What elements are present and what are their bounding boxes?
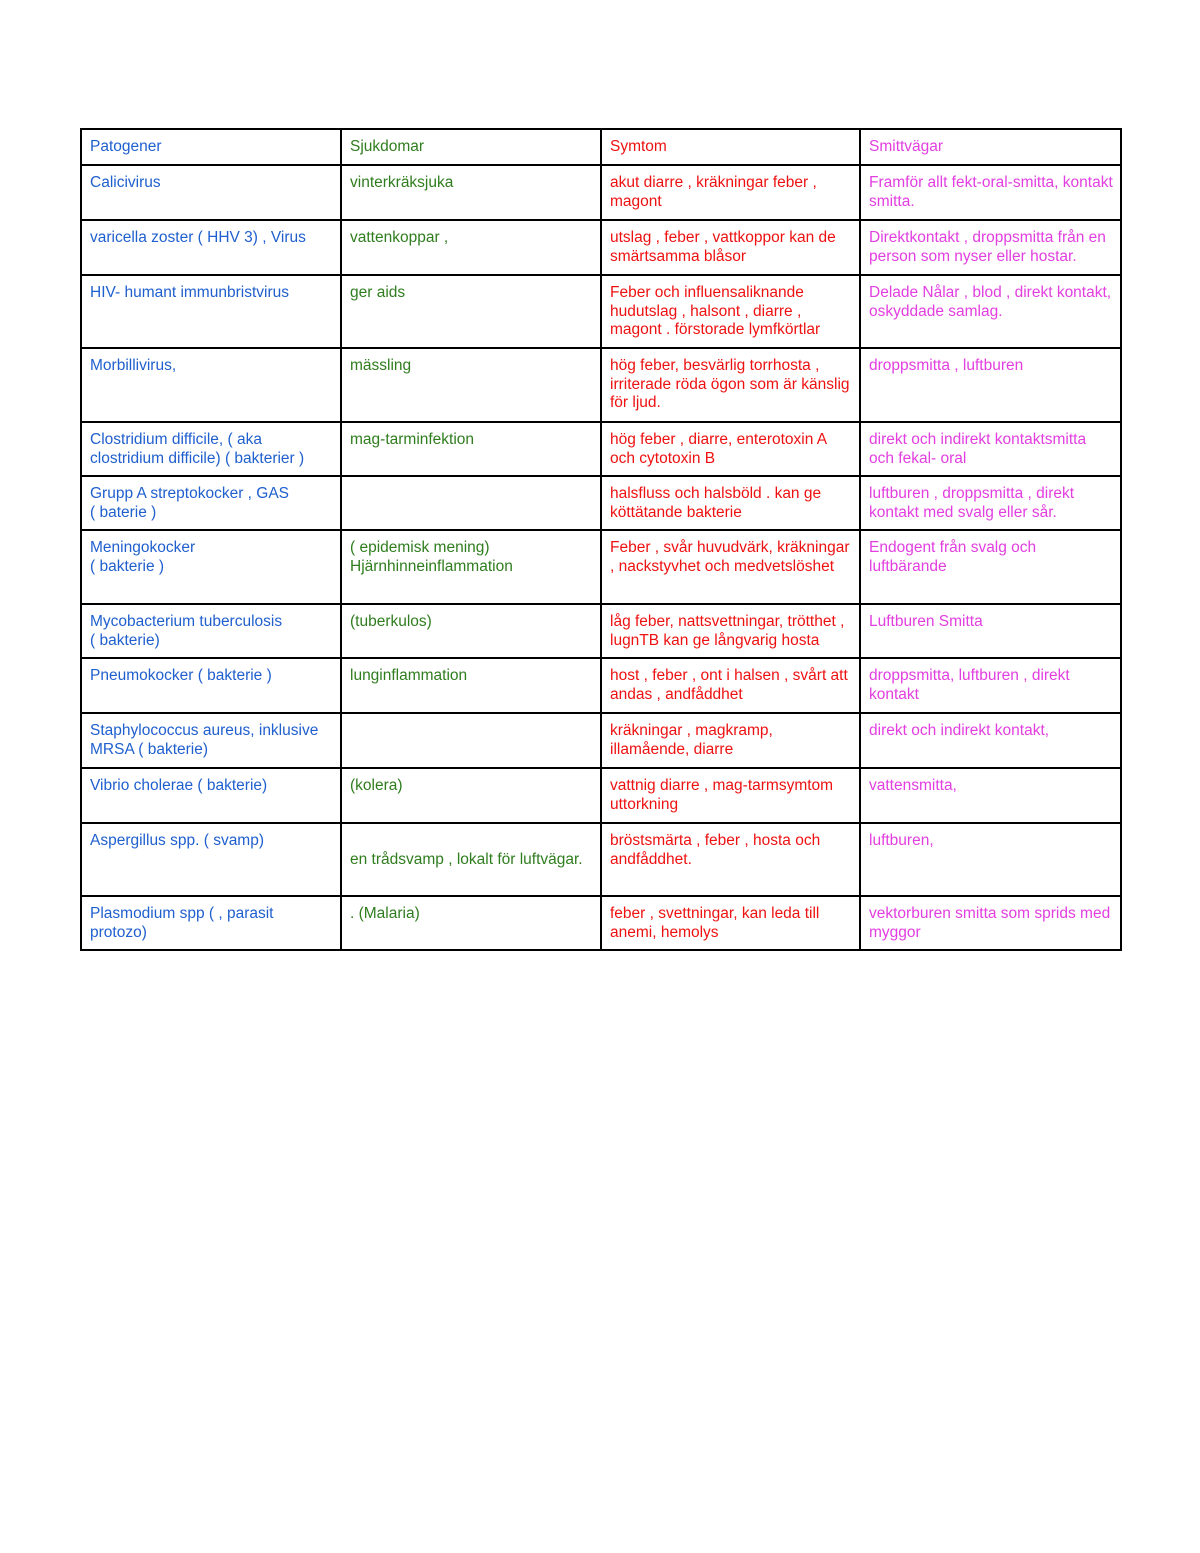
- table-row: [81, 220, 1121, 275]
- cell-symtom: Feber , svår huvudvärk, kräkningar , nackstyvhet och medvetslöshet: [601, 530, 860, 604]
- cell-sjukdom: vattenkoppar ,: [341, 220, 601, 275]
- cell-patogen: Plasmodium spp ( , parasit protozo): [81, 896, 341, 950]
- table-row: [81, 896, 1121, 950]
- cell-patogen: Aspergillus spp. ( svamp): [81, 823, 341, 896]
- cell-sjukdom: mag-tarminfektion: [341, 422, 601, 476]
- cell-symtom: kräkningar , magkramp, illamående, diarre: [601, 713, 860, 768]
- table-row: [81, 658, 1121, 713]
- cell-smittvag: Delade Nålar , blod , direkt kontakt, oskyddade samlag.: [860, 275, 1121, 348]
- cell-patogen: Pneumokocker ( bakterie ): [81, 658, 341, 713]
- cell-patogen: Vibrio cholerae ( bakterie): [81, 768, 341, 823]
- header-patogener: Patogener: [81, 129, 341, 165]
- table-row: [81, 713, 1121, 768]
- cell-symtom: Feber och influensaliknande hudutslag , halsont , diarre , magont . förstorade lymfkörtlar: [601, 275, 860, 348]
- table-body: [81, 129, 1121, 950]
- cell-smittvag: direkt och indirekt kontakt,: [860, 713, 1121, 768]
- cell-smittvag: droppsmitta, luftburen , direkt kontakt: [860, 658, 1121, 713]
- table-row: [81, 476, 1121, 530]
- cell-sjukdom: mässling: [341, 348, 601, 422]
- cell-patogen: Meningokocker ( bakterie ): [81, 530, 341, 604]
- cell-patogen: varicella zoster ( HHV 3) , Virus: [81, 220, 341, 275]
- cell-symtom: feber , svettningar, kan leda till anemi, hemolys: [601, 896, 860, 950]
- cell-symtom: hög feber , diarre, enterotoxin A och cytotoxin B: [601, 422, 860, 476]
- table-row: [81, 823, 1121, 896]
- cell-sjukdom: [341, 713, 601, 768]
- table-row: [81, 604, 1121, 658]
- cell-sjukdom: (kolera): [341, 768, 601, 823]
- table-row: [81, 768, 1121, 823]
- cell-patogen: Staphylococcus aureus, inklusive MRSA ( bakterie): [81, 713, 341, 768]
- cell-patogen: Clostridium difficile, ( aka clostridium difficile) ( bakterier ): [81, 422, 341, 476]
- cell-sjukdom: ger aids: [341, 275, 601, 348]
- cell-smittvag: Luftburen Smitta: [860, 604, 1121, 658]
- cell-symtom: bröstsmärta , feber , hosta och andfåddhet.: [601, 823, 860, 896]
- table-row: [81, 165, 1121, 220]
- cell-patogen: Calicivirus: [81, 165, 341, 220]
- cell-patogen: Mycobacterium tuberculosis ( bakterie): [81, 604, 341, 658]
- cell-symtom: host , feber , ont i halsen , svårt att andas , andfåddhet: [601, 658, 860, 713]
- cell-sjukdom: [341, 476, 601, 530]
- table-row: [81, 275, 1121, 348]
- pathogen-table: [80, 128, 1122, 951]
- cell-smittvag: vattensmitta,: [860, 768, 1121, 823]
- cell-sjukdom: lunginflammation: [341, 658, 601, 713]
- header-sjukdomar: Sjukdomar: [341, 129, 601, 165]
- cell-symtom: utslag , feber , vattkoppor kan de smärtsamma blåsor: [601, 220, 860, 275]
- cell-patogen: Grupp A streptokocker , GAS ( baterie ): [81, 476, 341, 530]
- cell-sjukdom: en trådsvamp , lokalt för luftvägar.: [341, 823, 601, 896]
- cell-symtom: akut diarre , kräkningar feber , magont: [601, 165, 860, 220]
- table-row: [81, 530, 1121, 604]
- cell-symtom: låg feber, nattsvettningar, trötthet , lugnTB kan ge långvarig hosta: [601, 604, 860, 658]
- cell-smittvag: Direktkontakt , droppsmitta från en person som nyser eller hostar.: [860, 220, 1121, 275]
- cell-symtom: hög feber, besvärlig torrhosta , irriterade röda ögon som är känslig för ljud.: [601, 348, 860, 422]
- cell-smittvag: vektorburen smitta som sprids med myggor: [860, 896, 1121, 950]
- cell-sjukdom: ( epidemisk mening) Hjärnhinneinflammation: [341, 530, 601, 604]
- table-row: [81, 348, 1121, 422]
- cell-smittvag: direkt och indirekt kontaktsmitta och fekal- oral: [860, 422, 1121, 476]
- cell-symtom: vattnig diarre , mag-tarmsymtom uttorkning: [601, 768, 860, 823]
- table-header-row: [81, 129, 1121, 165]
- table-row: [81, 422, 1121, 476]
- cell-patogen: HIV- humant immunbristvirus: [81, 275, 341, 348]
- cell-smittvag: luftburen , droppsmitta , direkt kontakt med svalg eller sår.: [860, 476, 1121, 530]
- cell-sjukdom: vinterkräksjuka: [341, 165, 601, 220]
- cell-sjukdom: (tuberkulos): [341, 604, 601, 658]
- cell-smittvag: droppsmitta , luftburen: [860, 348, 1121, 422]
- cell-smittvag: Framför allt fekt-oral-smitta, kontakt smitta.: [860, 165, 1121, 220]
- header-smittvagar: Smittvägar: [860, 129, 1121, 165]
- cell-patogen: Morbillivirus,: [81, 348, 341, 422]
- cell-symtom: halsfluss och halsböld . kan ge köttätande bakterie: [601, 476, 860, 530]
- header-symtom: Symtom: [601, 129, 860, 165]
- cell-sjukdom: . (Malaria): [341, 896, 601, 950]
- cell-smittvag: Endogent från svalg och luftbärande: [860, 530, 1121, 604]
- cell-smittvag: luftburen,: [860, 823, 1121, 896]
